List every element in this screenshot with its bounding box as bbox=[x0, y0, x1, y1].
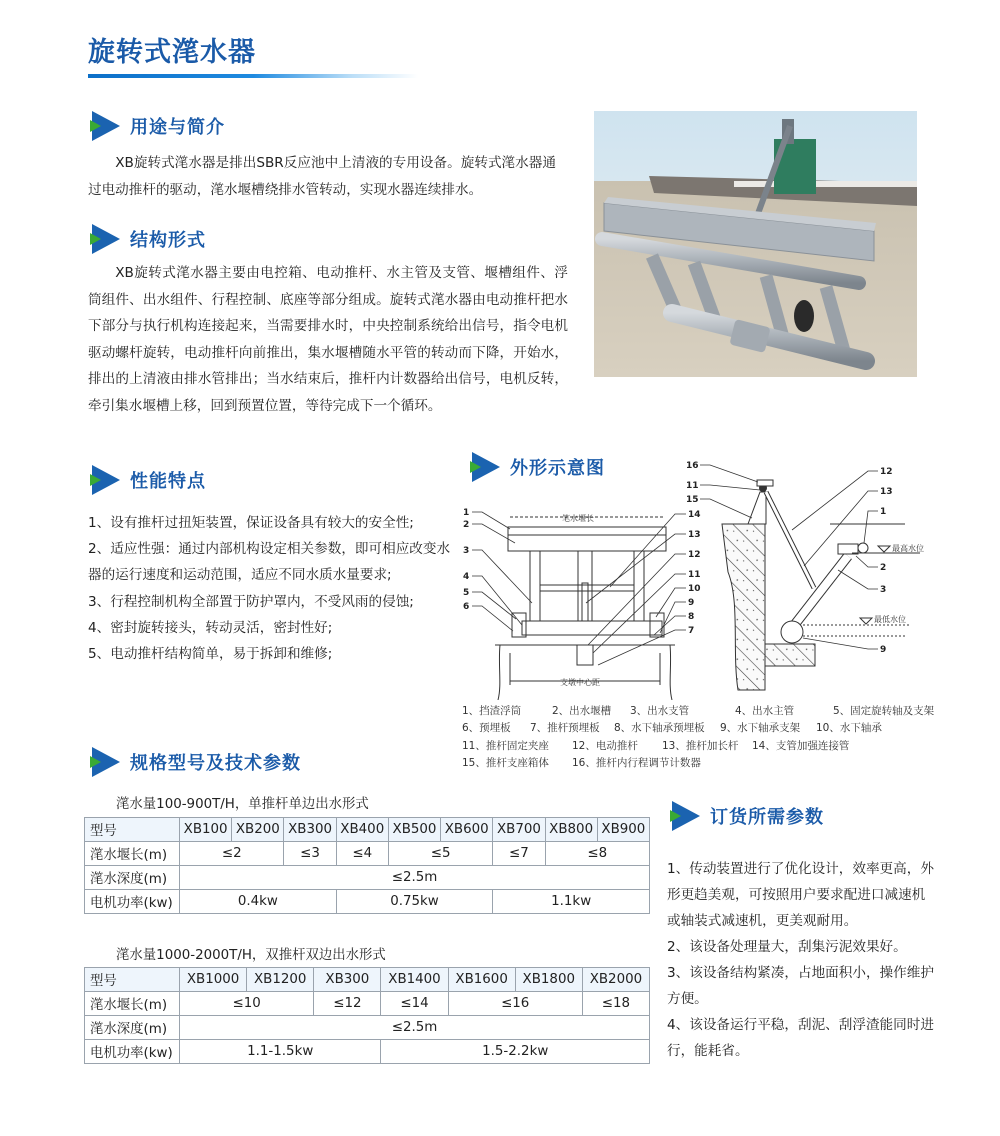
callout: 1 bbox=[463, 508, 470, 518]
feature-item: 5、电动推杆结构简单，易于拆卸和维修; bbox=[88, 646, 333, 663]
legend-item: 6、预埋板 bbox=[462, 722, 511, 735]
section-header-intro bbox=[88, 109, 225, 143]
callout: 2 bbox=[880, 563, 887, 573]
model-cell: XB500 bbox=[388, 818, 440, 842]
callout: 10 bbox=[688, 584, 701, 594]
row-label: 电机功率(kw) bbox=[85, 890, 180, 914]
row-label: 滗水堰长(m) bbox=[85, 842, 180, 866]
ordering-item: 3、该设备结构紧凑，占地面积小，操作维护方便。 bbox=[667, 965, 934, 1007]
weir-length-cell: ≤10 bbox=[180, 992, 314, 1016]
legend-item: 16、推杆内行程调节计数器 bbox=[572, 756, 701, 769]
legend-item: 3、出水支管 bbox=[630, 705, 690, 717]
section-title: 结构形式 bbox=[130, 230, 206, 251]
legend-item: 14、支管加强连接管 bbox=[752, 739, 850, 752]
table-row-depth bbox=[85, 1016, 650, 1040]
model-cell: XB1400 bbox=[381, 968, 448, 992]
callout: 3 bbox=[880, 585, 887, 595]
legend-row bbox=[462, 755, 942, 772]
depth-cell: ≤2.5m bbox=[180, 1016, 650, 1040]
section-title: 用途与简介 bbox=[130, 117, 225, 138]
weir-length-cell: ≤8 bbox=[545, 842, 649, 866]
top-dimension-label: 笔水堰长 bbox=[562, 514, 594, 523]
feature-item: 2、适应性强：通过内部机构设定相关参数，即可相应改变水器的运行速度和运动范围，适应不同水质水量要求; bbox=[88, 541, 451, 584]
weir-length-cell: ≤7 bbox=[493, 842, 545, 866]
diagram-legend bbox=[462, 703, 942, 772]
power-cell: 0.75kw bbox=[336, 890, 493, 914]
row-label: 型号 bbox=[85, 968, 180, 992]
callout: 4 bbox=[463, 572, 470, 582]
row-label: 滗水深度(m) bbox=[85, 1016, 180, 1040]
model-cell: XB2000 bbox=[582, 968, 649, 992]
section-title: 性能特点 bbox=[130, 471, 206, 492]
callout: 2 bbox=[463, 520, 470, 530]
table-row-model bbox=[85, 818, 650, 842]
row-label: 电机功率(kw) bbox=[85, 1040, 180, 1064]
weir-length-cell: ≤3 bbox=[284, 842, 336, 866]
power-cell: 1.5-2.2kw bbox=[381, 1040, 650, 1064]
legend-item: 13、推杆加长杆 bbox=[662, 739, 739, 752]
legend-item: 2、出水堰槽 bbox=[552, 705, 612, 717]
callout: 13 bbox=[688, 530, 701, 540]
section-header-specs bbox=[88, 745, 301, 779]
ordering-list bbox=[667, 856, 937, 1064]
callout: 12 bbox=[688, 550, 701, 560]
row-label: 型号 bbox=[85, 818, 180, 842]
row-label: 滗水深度(m) bbox=[85, 866, 180, 890]
weir-length-cell: ≤14 bbox=[381, 992, 448, 1016]
callout: 14 bbox=[688, 510, 701, 520]
ordering-item: 4、该设备运行平稳，刮泥、刮浮渣能同时进行，能耗省。 bbox=[667, 1017, 934, 1059]
callout: 6 bbox=[463, 602, 470, 612]
legend-item: 5、固定旋转轴及支架 bbox=[833, 705, 935, 717]
legend-row bbox=[462, 720, 942, 737]
legend-item: 15、推杆支座箱体 bbox=[462, 756, 549, 769]
features-list bbox=[88, 510, 458, 667]
legend-item: 10、水下轴承 bbox=[816, 722, 882, 735]
model-cell: XB1800 bbox=[515, 968, 582, 992]
callout: 15 bbox=[686, 495, 699, 505]
play-arrow-icon bbox=[88, 222, 122, 256]
model-cell: XB100 bbox=[180, 818, 232, 842]
callout: 13 bbox=[880, 487, 893, 497]
legend-row bbox=[462, 738, 942, 755]
intro-paragraph: XB旋转式滗水器是排出SBR反应池中上清液的专用设备。旋转式滗水器通过电动推杆的驱动，滗水堰槽绕排水管转动，实现水器连续排水。 bbox=[88, 155, 556, 198]
ordering-item: 2、该设备处理量大，刮集污泥效果好。 bbox=[667, 939, 907, 955]
play-arrow-icon bbox=[88, 463, 122, 497]
model-cell: XB1600 bbox=[448, 968, 515, 992]
callout: 8 bbox=[688, 612, 695, 622]
depth-cell: ≤2.5m bbox=[180, 866, 650, 890]
model-cell: XB300 bbox=[284, 818, 336, 842]
callout: 1 bbox=[880, 507, 887, 517]
callout: 7 bbox=[688, 626, 695, 636]
product-photo bbox=[594, 111, 917, 377]
callout: 11 bbox=[686, 481, 699, 491]
section-header-diagram bbox=[468, 450, 605, 484]
model-cell: XB1200 bbox=[247, 968, 314, 992]
table-row-depth bbox=[85, 866, 650, 890]
power-cell: 1.1-1.5kw bbox=[180, 1040, 381, 1064]
structure-paragraph: XB旋转式滗水器主要由电控箱、电动推杆、水主管及支管、堰槽组件、浮筒组件、出水组件、行程控制、底座等部分组成。旋转式滗水器由电动推杆把水下部分与执行机构连接起来，当需要排水时，中央控制系统给出信号，指令电机驱动螺杆旋转，电动推杆向前推出，集水堰槽随水平管的转动而下降，开始水，排出的上清液由排水管排出；当水结束后，推杆内计数器给出信号，电机反转，牵引集水堰槽上移，回到预置位置，等待完成下一个循环。 bbox=[88, 265, 568, 414]
section-title: 订货所需参数 bbox=[710, 807, 824, 828]
legend-item: 11、推杆固定夹座 bbox=[462, 739, 549, 752]
section-header-ordering bbox=[668, 799, 824, 833]
section-title: 规格型号及技术参数 bbox=[130, 753, 301, 774]
power-cell: 1.1kw bbox=[493, 890, 650, 914]
model-cell: XB600 bbox=[441, 818, 493, 842]
play-arrow-icon bbox=[88, 745, 122, 779]
callout: 5 bbox=[463, 588, 470, 598]
callout: 9 bbox=[880, 645, 887, 655]
legend-item: 9、水下轴承支架 bbox=[720, 722, 801, 735]
callout: 12 bbox=[880, 467, 893, 477]
ordering-item: 1、传动装置进行了优化设计，效率更高，外形更趋美观，可按照用户要求配进口减速机或轴装式减速机，更美观耐用。 bbox=[667, 861, 934, 929]
feature-item: 1、设有推杆过扭矩装置，保证设备具有较大的安全性; bbox=[88, 515, 414, 531]
callout: 16 bbox=[686, 461, 699, 471]
page-title: 旋转式滗水器 bbox=[88, 37, 256, 68]
play-arrow-icon bbox=[88, 109, 122, 143]
front-view-diagram bbox=[460, 495, 710, 700]
title-underline bbox=[88, 74, 418, 78]
model-cell: XB1000 bbox=[180, 968, 247, 992]
table1-caption: 滗水量100-900T/H，单推杆单边出水形式 bbox=[116, 797, 369, 812]
weir-length-cell: ≤16 bbox=[448, 992, 582, 1016]
play-arrow-icon bbox=[668, 799, 702, 833]
callout: 9 bbox=[688, 598, 695, 608]
table2-caption: 滗水量1000-2000T/H，双推杆双边出水形式 bbox=[116, 948, 386, 963]
feature-item: 3、行程控制机构全部置于防护罩内，不受风雨的侵蚀; bbox=[88, 593, 414, 610]
bottom-dimension-label: 支墩中心距 bbox=[560, 678, 600, 687]
model-cell: XB400 bbox=[336, 818, 388, 842]
play-arrow-icon bbox=[468, 450, 502, 484]
legend-item: 1、挡渣浮筒 bbox=[462, 705, 522, 717]
side-view-diagram bbox=[680, 452, 940, 700]
table-row-power bbox=[85, 1040, 650, 1064]
high-water-label: 最高水位 bbox=[892, 544, 924, 553]
feature-item: 4、密封旋转接头，转动灵活，密封性好; bbox=[88, 619, 333, 636]
legend-item: 7、推杆预埋板 bbox=[530, 722, 600, 735]
weir-length-cell: ≤2 bbox=[180, 842, 284, 866]
power-cell: 0.4kw bbox=[180, 890, 337, 914]
legend-item: 12、电动推杆 bbox=[572, 739, 638, 752]
model-cell: XB800 bbox=[545, 818, 597, 842]
callout: 3 bbox=[463, 546, 470, 556]
table-row-weir-length bbox=[85, 842, 650, 866]
legend-item: 8、水下轴承预埋板 bbox=[614, 722, 705, 735]
weir-length-cell: ≤4 bbox=[336, 842, 388, 866]
weir-length-cell: ≤12 bbox=[314, 992, 381, 1016]
table-row-model bbox=[85, 968, 650, 992]
model-cell: XB200 bbox=[232, 818, 284, 842]
spec-table-double bbox=[84, 967, 650, 1064]
legend-item: 4、出水主管 bbox=[735, 705, 795, 717]
weir-length-cell: ≤18 bbox=[582, 992, 649, 1016]
model-cell: XB700 bbox=[493, 818, 545, 842]
callout: 11 bbox=[688, 570, 701, 580]
section-header-features bbox=[88, 463, 206, 497]
legend-row bbox=[462, 703, 942, 720]
table-row-weir-length bbox=[85, 992, 650, 1016]
spec-table-single bbox=[84, 817, 650, 914]
model-cell: XB900 bbox=[597, 818, 649, 842]
model-cell: XB300 bbox=[314, 968, 381, 992]
low-water-label: 最低水位 bbox=[874, 615, 906, 624]
row-label: 滗水堰长(m) bbox=[85, 992, 180, 1016]
weir-length-cell: ≤5 bbox=[388, 842, 492, 866]
section-title: 外形示意图 bbox=[510, 458, 605, 479]
table-row-power bbox=[85, 890, 650, 914]
section-header-structure bbox=[88, 222, 206, 256]
